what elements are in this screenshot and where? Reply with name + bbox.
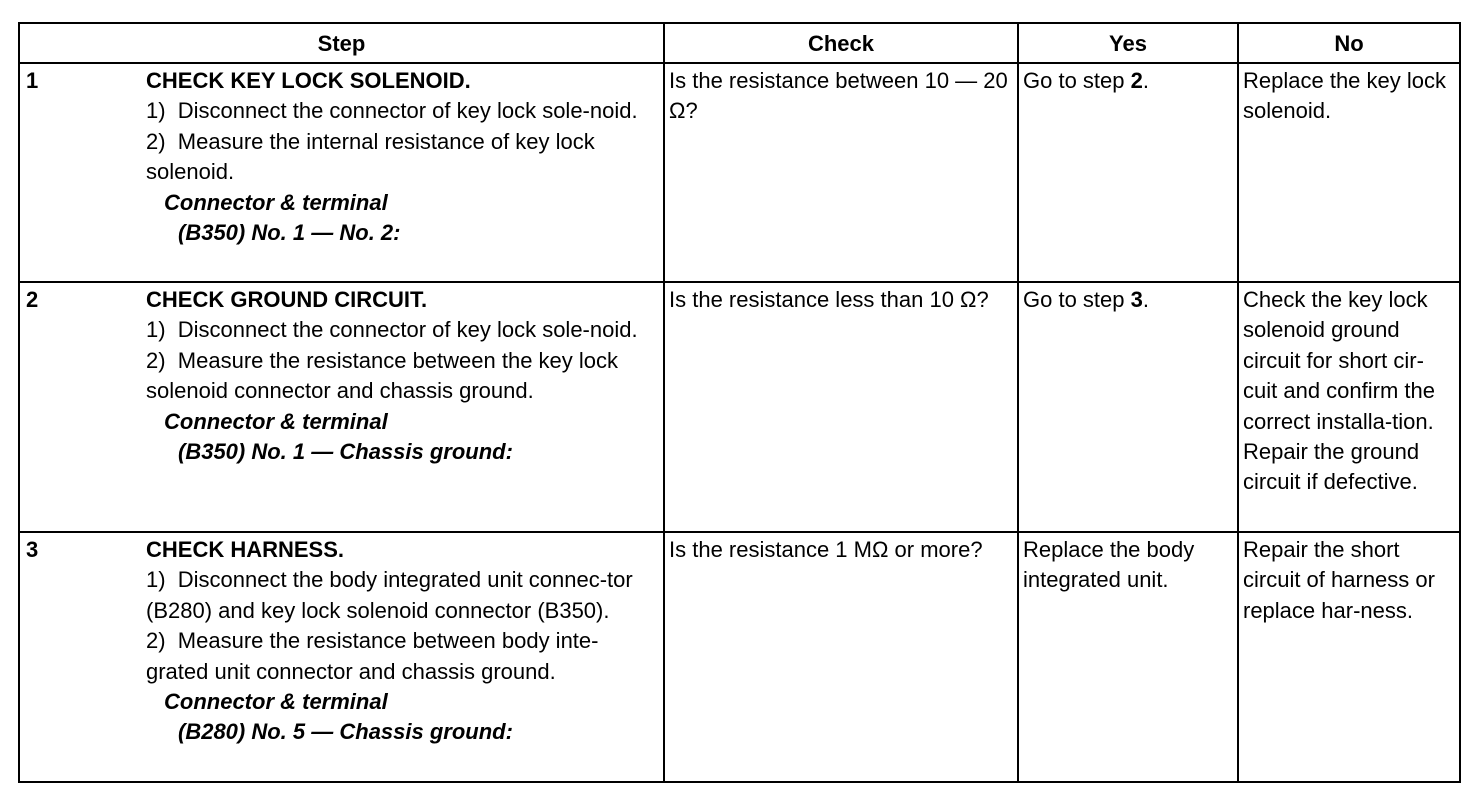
yes-text: [1023, 283, 1233, 315]
yes-cell: [1018, 282, 1238, 532]
connector-value: (B350) No. 1 — No. 2:: [178, 220, 401, 246]
step-title: CHECK HARNESS.: [146, 537, 345, 562]
step-cell: [19, 282, 664, 532]
step-number: 1: [26, 68, 39, 93]
header-step: Step: [19, 23, 664, 63]
step-title: CHECK KEY LOCK SOLENOID.: [146, 68, 471, 93]
yes-text: [1023, 533, 1233, 596]
step-instruction: 1) Disconnect the connector of key lock sole-noid.: [146, 98, 638, 124]
no-cell: [1238, 532, 1460, 782]
diagnostic-table: [18, 22, 1461, 783]
step-body: [146, 283, 659, 469]
connector-label: Connector & terminal: [164, 408, 388, 434]
yes-text: [1023, 64, 1233, 96]
step-instruction: 1) Disconnect the connector of key lock sole-noid.: [146, 317, 638, 343]
check-text: Is the resistance 1 MΩ or more?: [669, 537, 983, 562]
step-number: 2: [26, 287, 39, 312]
step-number: 3: [26, 537, 39, 562]
header-check: Check: [664, 23, 1018, 63]
check-text: Is the resistance less than 10 Ω?: [669, 287, 989, 312]
connector-value: (B350) No. 1 — Chassis ground:: [178, 439, 513, 465]
step-cell: [19, 532, 664, 782]
header-no: No: [1238, 23, 1460, 63]
connector-value: (B280) No. 5 — Chassis ground:: [178, 719, 513, 745]
step-instruction: 2) Measure the resistance between the key lock solenoid connector and chassis ground.: [146, 347, 619, 404]
header-yes: Yes: [1018, 23, 1238, 63]
no-text: Replace the key lock solenoid.: [1243, 68, 1446, 124]
table-row: [19, 532, 1460, 782]
step-body: [146, 533, 659, 750]
yes-cell: [1018, 532, 1238, 782]
step-instruction: 1) Disconnect the body integrated unit connec-tor (B280) and key lock solenoid connector (B350).: [146, 567, 633, 623]
step-instruction: 2) Measure the resistance between body inte-grated unit connector and chassis ground.: [146, 628, 599, 684]
no-text: Check the key lock solenoid ground circuit for short cir-cuit and confirm the correct installa-tion. Repair the ground circuit if defective.: [1243, 287, 1435, 495]
check-cell: [664, 532, 1018, 782]
yes-prefix: Go to step: [1023, 287, 1131, 312]
check-cell: [664, 63, 1018, 282]
check-cell: [664, 282, 1018, 532]
yes-step-ref: 2: [1130, 68, 1143, 93]
yes-prefix: Go to step: [1023, 68, 1131, 93]
no-text: Repair the short circuit of harness or replace har-ness.: [1243, 537, 1435, 623]
table-row: [19, 282, 1460, 532]
step-cell: [19, 63, 664, 282]
header-row: [19, 23, 1460, 63]
yes-prefix: Replace the body integrated unit.: [1023, 537, 1195, 593]
connector-label: Connector & terminal: [164, 189, 388, 215]
step-title: CHECK GROUND CIRCUIT.: [146, 287, 428, 312]
step-instruction: 2) Measure the internal resistance of key lock solenoid.: [146, 128, 595, 185]
yes-step-ref: 3: [1130, 287, 1143, 312]
connector-label: Connector & terminal: [164, 689, 388, 715]
no-cell: [1238, 63, 1460, 282]
step-body: [146, 64, 659, 250]
yes-cell: [1018, 63, 1238, 282]
check-text: Is the resistance between 10 — 20 Ω?: [669, 68, 1008, 124]
yes-suffix: .: [1142, 68, 1149, 93]
yes-suffix: .: [1142, 287, 1149, 312]
table-row: [19, 63, 1460, 282]
no-cell: [1238, 282, 1460, 532]
